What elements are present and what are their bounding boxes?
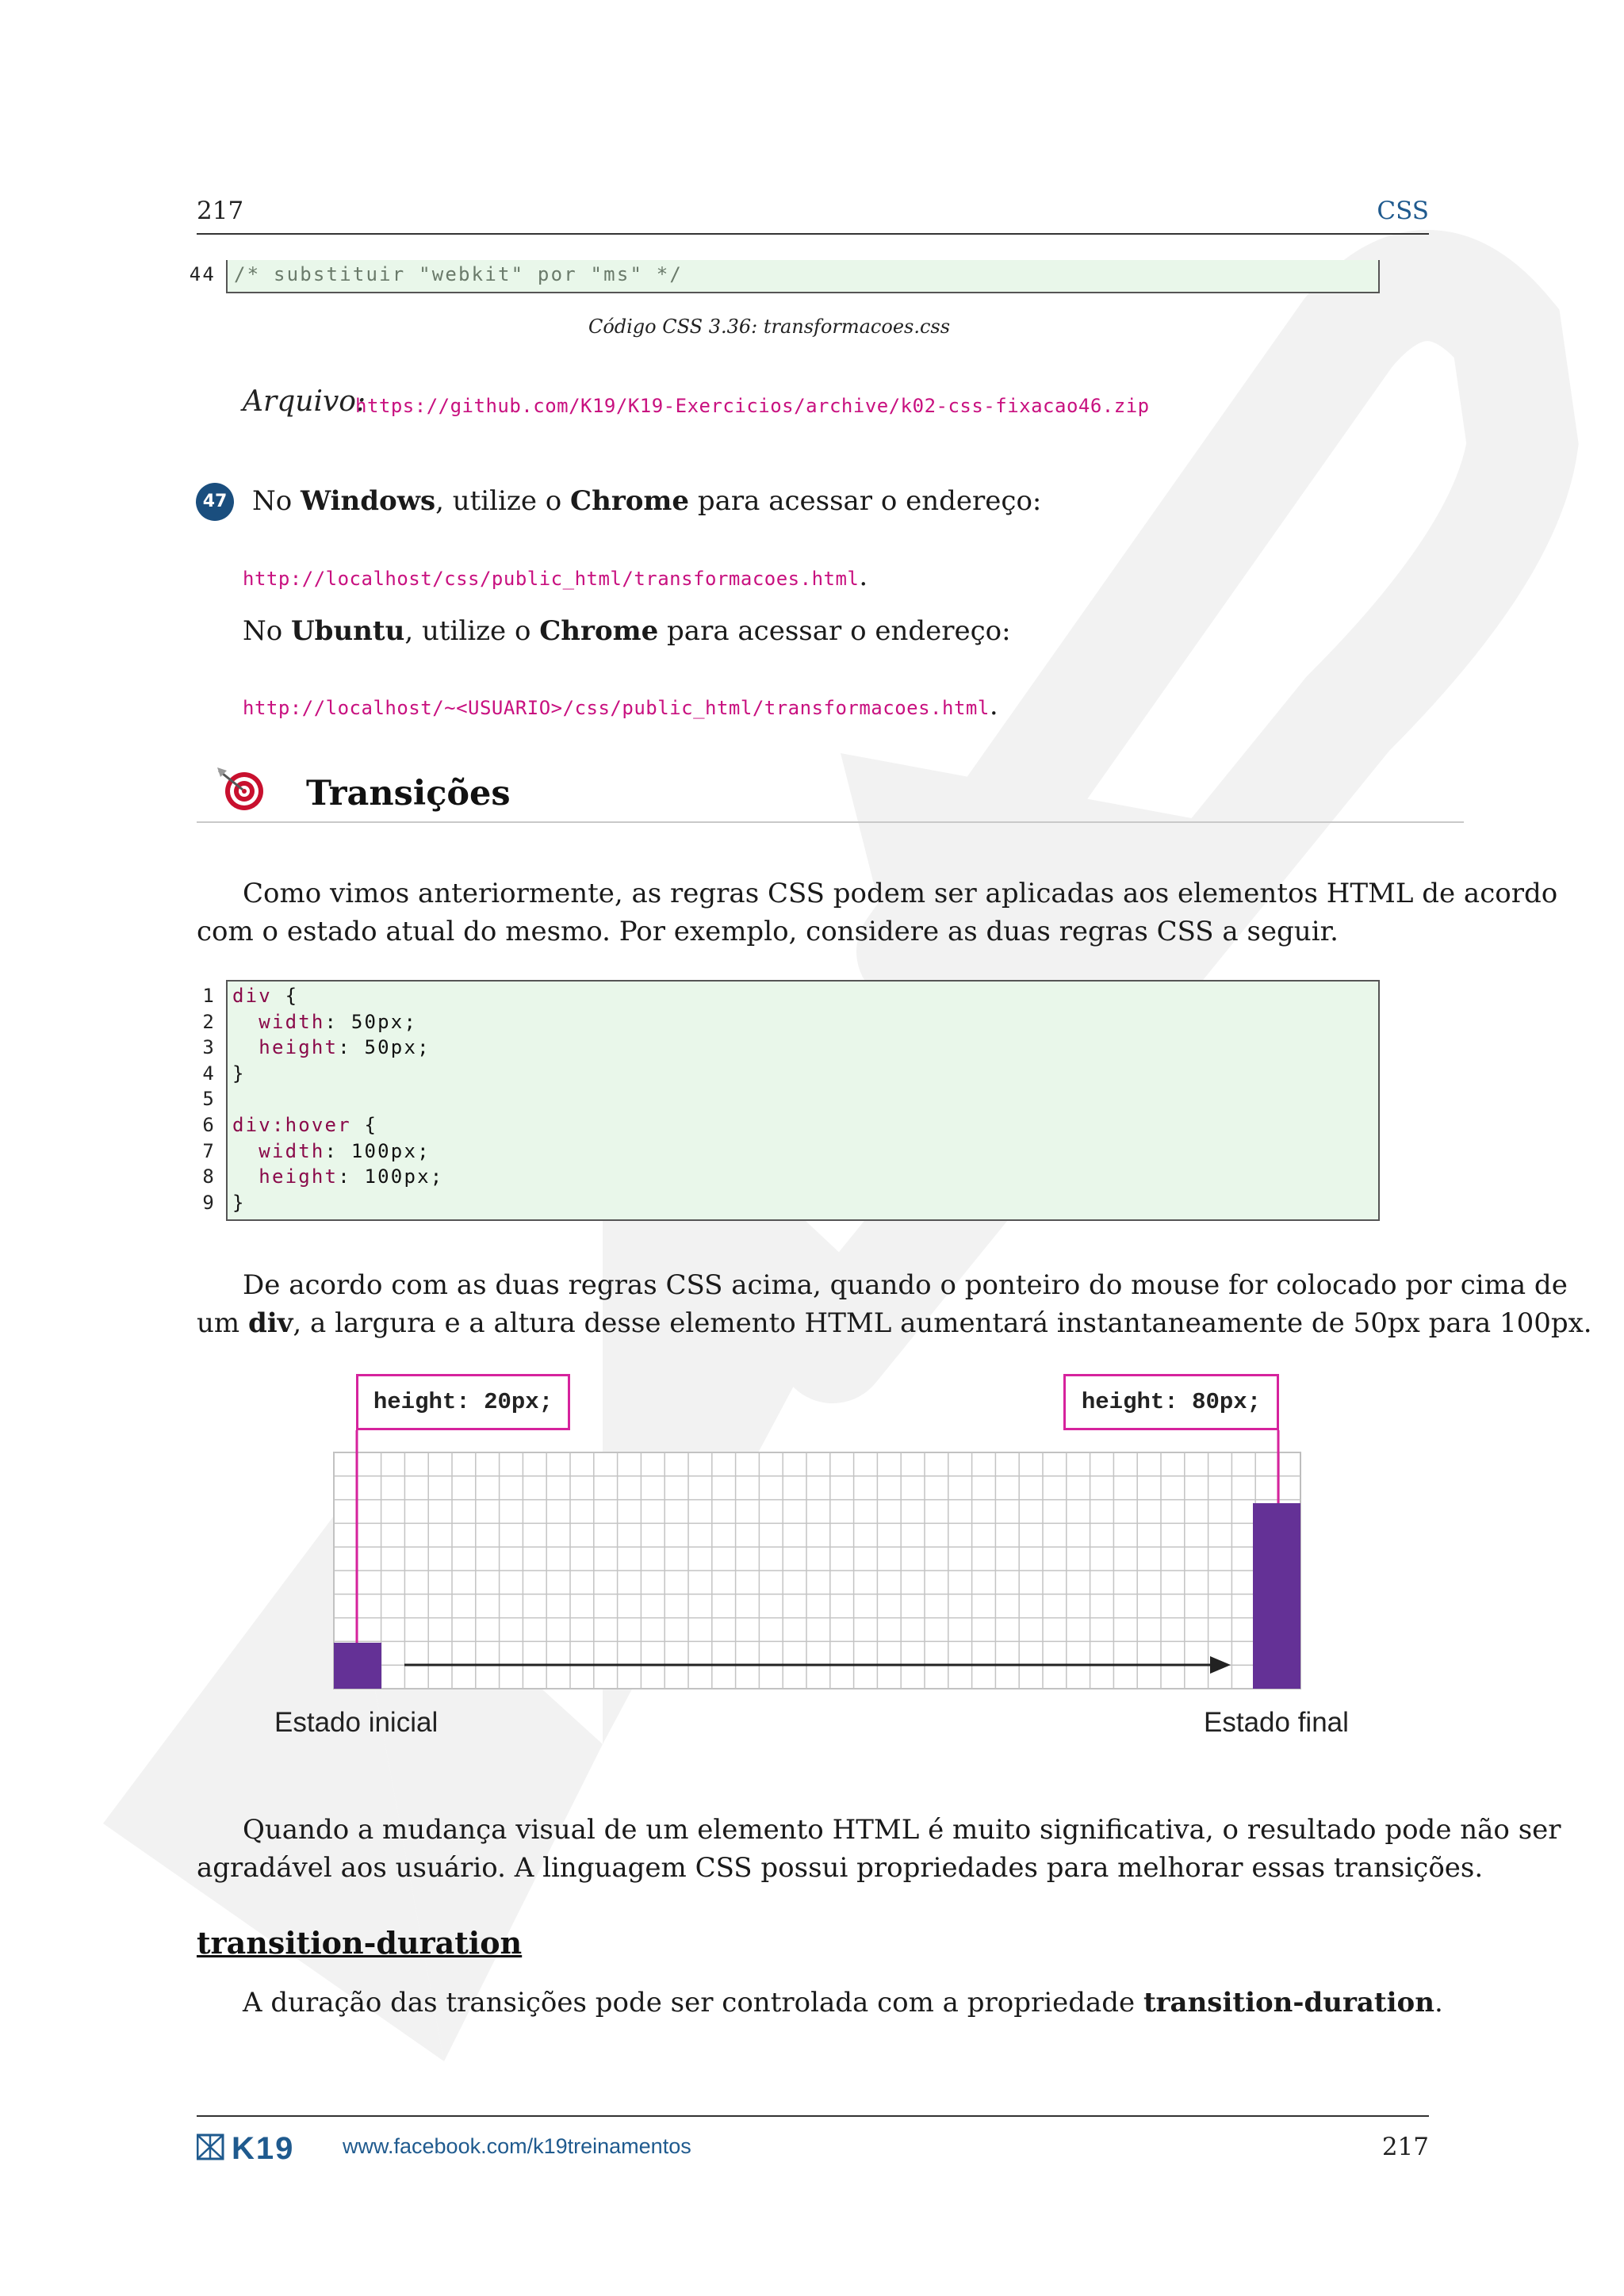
footer-rule	[197, 2115, 1429, 2117]
para2-line1: De acordo com as duas regras CSS acima, quando o ponteiro do mouse for colocado por cima de	[243, 1269, 1568, 1301]
ubuntu-instruction: No Ubuntu, utilize o Chrome para acessar o endereço:	[243, 615, 1011, 647]
code-line: div {	[232, 985, 299, 1007]
right-height-label: height: 80px;	[1063, 1374, 1279, 1430]
para3-line1: Quando a mudança visual de um elemento HTML é muito significativa, o resultado pode não ser	[243, 1814, 1561, 1846]
windows-instruction: No Windows, utilize o Chrome para acessar o endereço:	[252, 485, 1042, 517]
initial-state-bar	[334, 1643, 381, 1689]
code-line: div:hover {	[232, 1114, 378, 1136]
code-line: }	[232, 1192, 246, 1214]
code-line-number: 44	[189, 263, 216, 285]
section-title: Transições	[306, 774, 511, 813]
k19-logo	[197, 2133, 324, 2161]
start-state-caption: Estado inicial	[274, 1707, 439, 1738]
code-line-number: 4	[202, 1062, 216, 1085]
para3-line2: agradável aos usuário. A linguagem CSS possui propriedades para melhorar essas transições.	[197, 1852, 1484, 1884]
subsection-title: transition-duration	[197, 1925, 523, 1961]
code-line-number: 9	[202, 1192, 216, 1214]
arquivo-link[interactable]: https://github.com/K19/K19-Exercicios/archive/k02-css-fixacao46.zip	[355, 395, 1150, 417]
code-line-number: 5	[202, 1088, 216, 1110]
code-line-number: 1	[202, 985, 216, 1007]
left-height-label: height: 20px;	[356, 1374, 570, 1430]
header-chapter-title: CSS	[1377, 197, 1429, 225]
code-line: }	[232, 1062, 246, 1085]
para1-line2: com o estado atual do mesmo. Por exemplo, considere as duas regras CSS a seguir.	[197, 916, 1339, 947]
footer-url[interactable]: www.facebook.com/k19treinamentos	[343, 2134, 691, 2158]
header-page-number: 217	[197, 197, 244, 225]
exercise-number-badge: 47	[196, 483, 234, 521]
para4: A duração das transições pode ser controlada com a propriedade transition-duration.	[243, 1987, 1443, 2019]
code-line-number: 3	[202, 1036, 216, 1058]
code-line-number: 8	[202, 1165, 216, 1188]
diagram-grid	[334, 1452, 1300, 1689]
code-line: height: 100px;	[232, 1165, 444, 1188]
windows-url[interactable]: http://localhost/css/public_html/transformacoes.html	[243, 568, 860, 590]
para1-line1: Como vimos anteriormente, as regras CSS podem ser aplicadas aos elementos HTML de acordo	[243, 878, 1558, 909]
windows-url-line: http://localhost/css/public_html/transformacoes.html.	[243, 561, 868, 592]
svg-text:K19: K19	[232, 2133, 295, 2161]
code-comment: /* substituir "webkit" por "ms" */	[234, 263, 684, 285]
code-caption: Código CSS 3.36: transformacoes.css	[588, 316, 951, 338]
code-line-number: 6	[202, 1114, 216, 1136]
footer-page-number: 217	[1381, 2133, 1429, 2161]
code-line: width: 50px;	[232, 1011, 418, 1033]
final-state-bar	[1253, 1503, 1300, 1689]
ubuntu-url[interactable]: http://localhost/~<USUARIO>/css/public_html/transformacoes.html	[243, 697, 990, 719]
end-state-caption: Estado final	[1204, 1707, 1349, 1738]
arquivo-label: Arquivo:	[243, 385, 366, 418]
para2-line2: um div, a largura e a altura desse elemento HTML aumentará instantaneamente de 50px para 100px.	[197, 1307, 1592, 1339]
code-line: height: 50px;	[232, 1036, 431, 1058]
code-line-number: 2	[202, 1011, 216, 1033]
ubuntu-url-line: http://localhost/~<USUARIO>/css/public_html/transformacoes.html.	[243, 690, 998, 721]
code-line-number: 7	[202, 1140, 216, 1162]
code-line: width: 100px;	[232, 1140, 431, 1162]
